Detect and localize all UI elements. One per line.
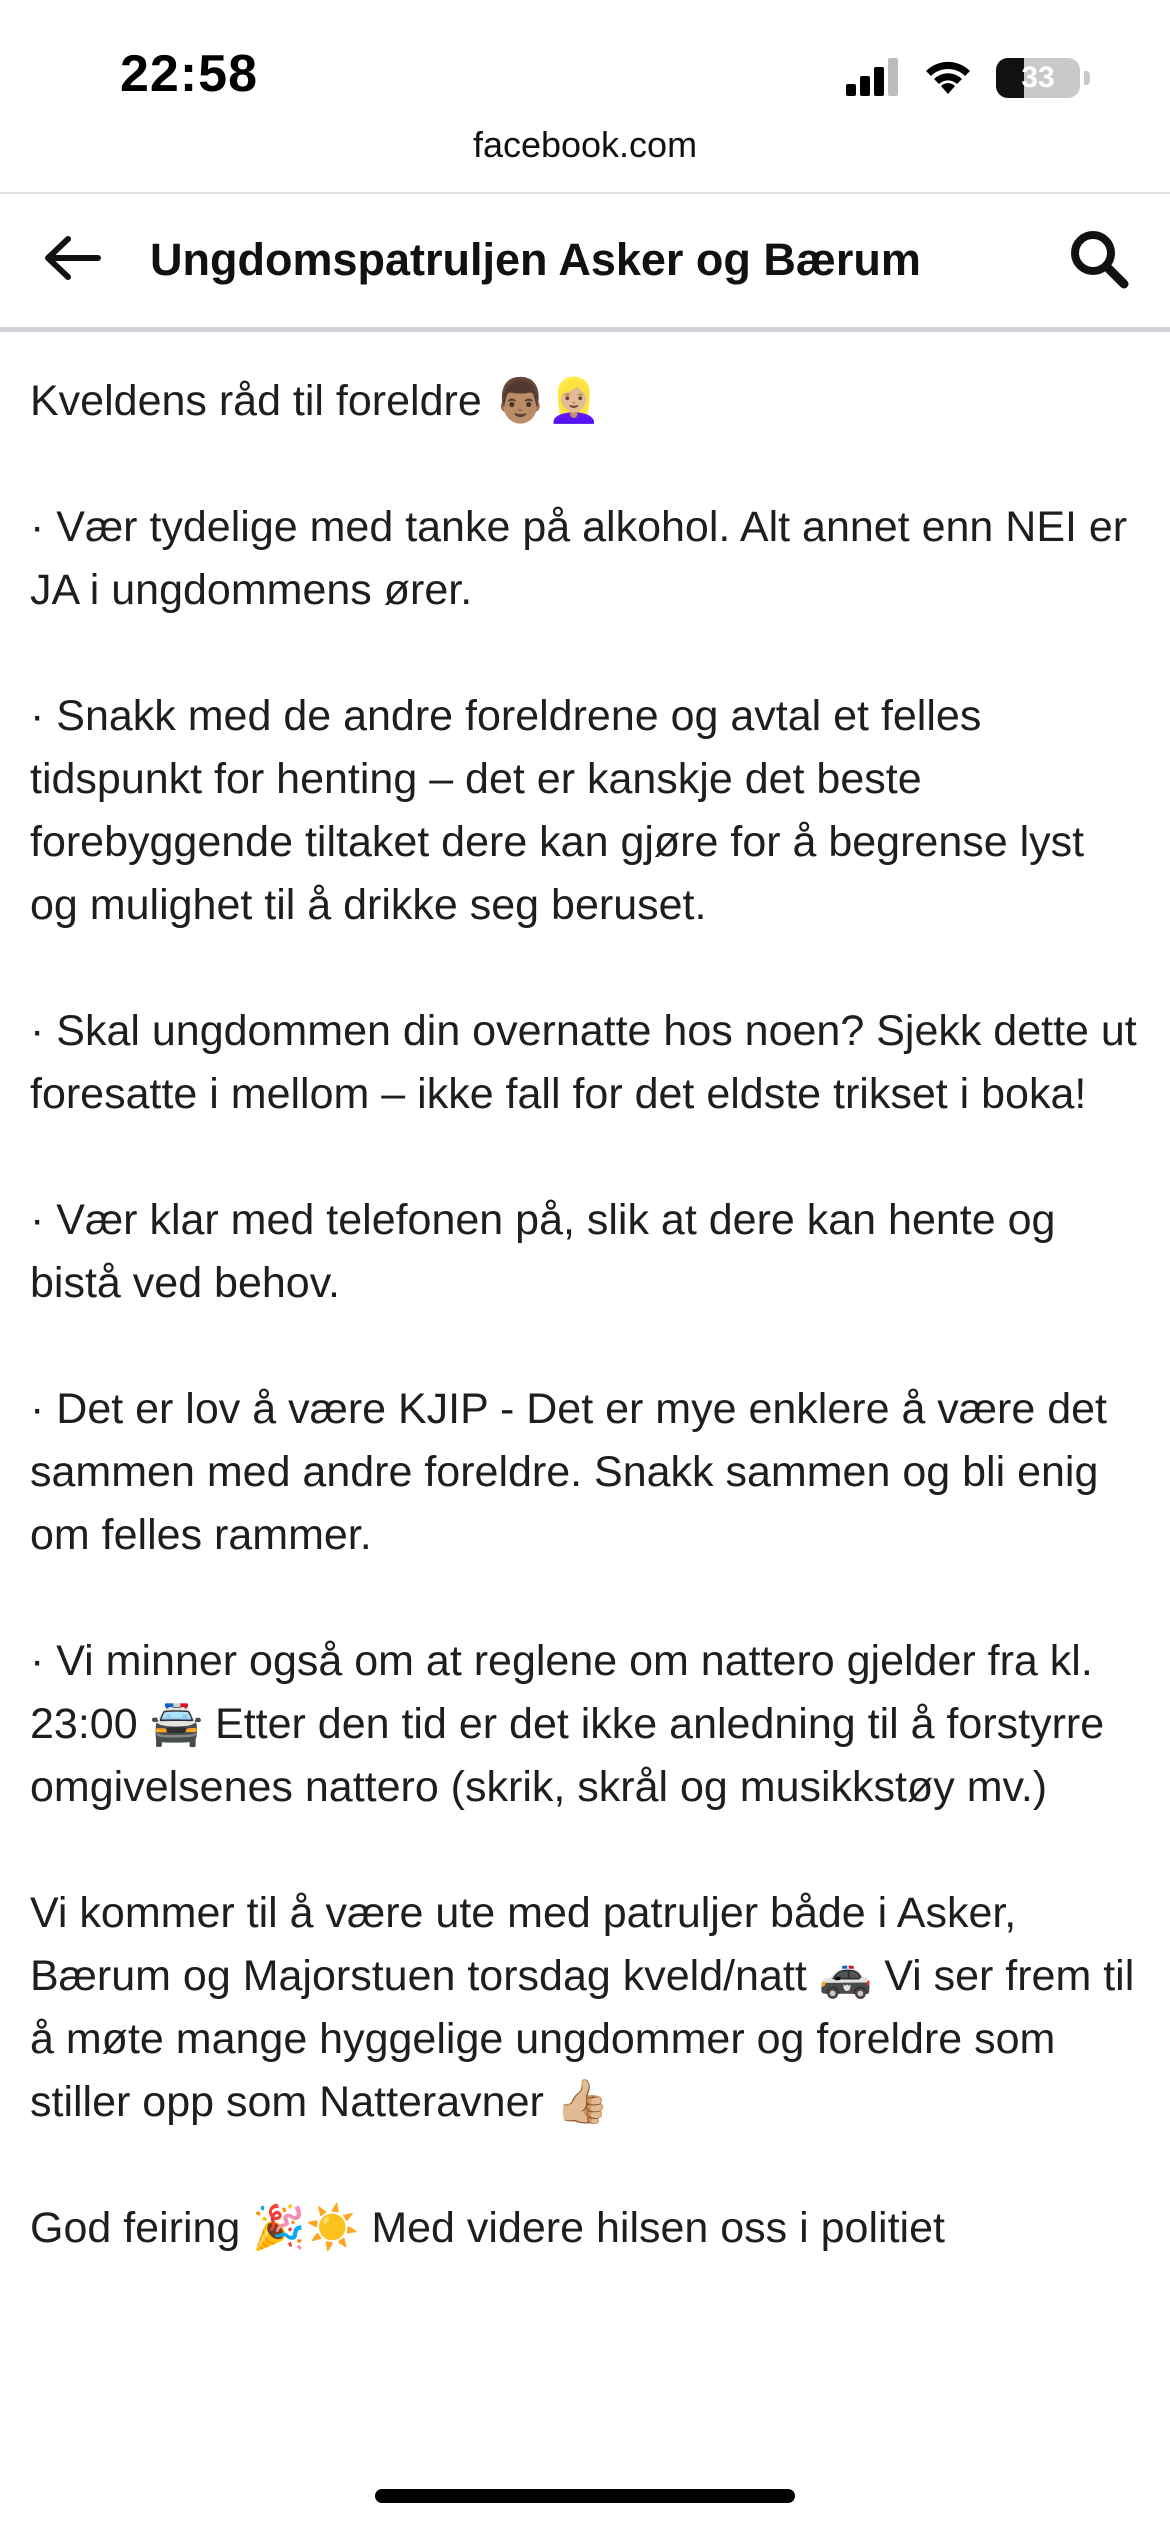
tip-nattero: · Vi minner også om at reglene om nattero gjelder fra kl. 23:00 🚔 Etter den tid er det ikke anledning til å forstyrre omgivelsenes nattero (skrik, skrål og musikkstøy mv.) [30, 1637, 1105, 1811]
back-button[interactable] [40, 228, 104, 292]
status-time: 22:58 [120, 45, 258, 103]
battery-icon [996, 58, 1080, 98]
tip-sleepover: · Skal ungdommen din overnatte hos noen? Sjekk dette ut foresatte i mellom – ikke fall for det eldste trikset i boka! [30, 1007, 1137, 1118]
post-signoff: God feiring 🎉☀️ Med videre hilsen oss i politiet [30, 2204, 945, 2252]
home-indicator[interactable] [375, 2489, 795, 2503]
battery-tip [1084, 71, 1090, 85]
tip-pickup-time: · Snakk med de andre foreldrene og avtal et felles tidspunkt for henting – det er kanskje det beste forebyggende tiltaket dere kan gjøre for å begrense lyst og mulighet til å drikke seg beruset. [30, 692, 1085, 929]
search-icon [1068, 228, 1130, 295]
search-button[interactable] [1064, 226, 1134, 296]
page-title: Ungdomspatruljen Asker og Bærum [150, 234, 921, 285]
cellular-signal-icon [846, 56, 900, 101]
post-body [30, 370, 1140, 2323]
post-closing: Vi kommer til å være ute med patruljer både i Asker, Bærum og Majorstuen torsdag kveld/natt 🚓 Vi ser frem til å møte mange hyggelige ungdommer og foreldre som stiller opp som Natteravner 👍🏼 [30, 1889, 1135, 2126]
tip-kjip: · Det er lov å være KJIP - Det er mye enklere å være det sammen med andre foreldre. Snakk sammen og bli enig om felles rammer. [30, 1385, 1107, 1559]
page-header [0, 192, 1170, 332]
status-bar [0, 0, 1170, 165]
page-url[interactable]: facebook.com [472, 124, 698, 165]
post-intro: Kveldens råd til foreldre 👨🏽👱🏼‍♀️ [30, 377, 601, 425]
tip-phone: · Vær klar med telefonen på, slik at dere kan hente og bistå ved behov. [30, 1196, 1056, 1307]
status-icons [846, 56, 1090, 100]
battery-percentage: 33 [1021, 61, 1055, 94]
wifi-icon [922, 56, 974, 101]
tip-alcohol: · Vær tydelige med tanke på alkohol. Alt annet enn NEI er JA i ungdommens ører. [30, 503, 1128, 614]
arrow-left-icon [42, 234, 102, 287]
